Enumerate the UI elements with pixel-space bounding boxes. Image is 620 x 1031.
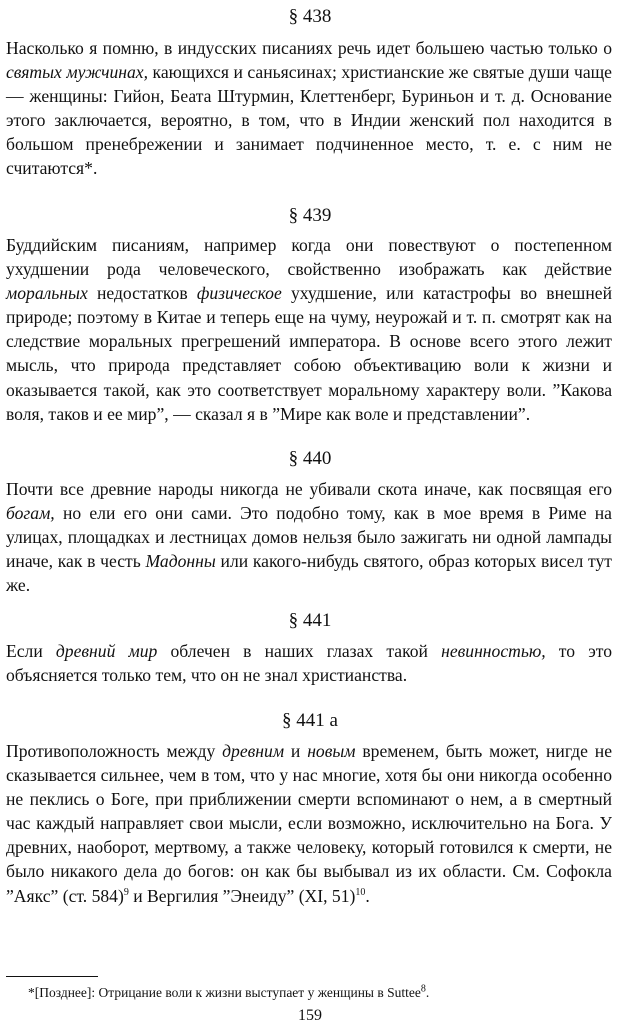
section-paragraph-440 bbox=[6, 477, 612, 597]
italic-text: святых мужчинах, bbox=[6, 62, 149, 83]
italic-text: древний мир bbox=[55, 641, 158, 661]
section-paragraph-441a bbox=[6, 739, 612, 908]
text-run: Насколько я помню, в индусских писаниях речь идет большею частью только о bbox=[6, 38, 612, 58]
text-run: кающихся и саньясинах; христианские же святые души чаще — женщины: Гийон, Беата Штурмин, Клеттенберг, Буриньон и т. д. Основание этого заключается, вероятно, в том, что в Индии женский пол находится в большом пренебрежении и занимает подчиненное место, т. е. с ним не считаются*. bbox=[6, 62, 612, 179]
text-run: и bbox=[284, 741, 308, 761]
section-heading-438: § 438 bbox=[288, 6, 332, 27]
text-run: ухудшение, или катастрофы во внешней природе; поэтому в Китае и теперь еще на чуму, неурожай и т. п. смотрят как на следствие моральных прегрешений императора. В основе всего этого лежит мысль, что природа представляет собою объективацию воли к жизни и оказывается такой, как это соответствует моральному характеру воли. ”Какова воля, таков и ее мир”, — сказал я в ”Мире как воле и представлении”. bbox=[6, 283, 612, 424]
italic-text: древним bbox=[222, 741, 285, 761]
text-run: Буддийским писаниям, например когда они повествуют о постепенном ухудшении рода человеческого, свойственно изображать как действие bbox=[6, 235, 612, 280]
text-run: или какого-нибудь святого, образ которых висел тут же. bbox=[6, 551, 612, 596]
text-run: недостатков bbox=[87, 283, 197, 304]
text-run: то это объясняется только тем, что он не знал христианства. bbox=[6, 641, 613, 686]
text-run: но ели его они сами. Это подобно тому, как в мое время в Риме на улицах, площадках и лестницах домов нельзя было зажигать ни одной лампады иначе, как в честь bbox=[6, 503, 612, 572]
text-run: Противоположность между bbox=[6, 741, 223, 761]
italic-text: Мадонны bbox=[145, 551, 216, 572]
italic-text: физическое bbox=[196, 283, 282, 304]
text-run: облечен в наших глазах такой bbox=[157, 641, 442, 661]
italic-text: богам, bbox=[6, 503, 55, 524]
text-run: . bbox=[425, 985, 430, 1000]
section-heading-440: § 440 bbox=[288, 448, 332, 469]
section-paragraph-441 bbox=[6, 639, 612, 687]
footnote-divider bbox=[6, 976, 98, 977]
section-heading-441: § 441 bbox=[288, 610, 332, 631]
section-heading-441a: § 441 а bbox=[282, 710, 338, 731]
note-reference: 8 bbox=[420, 983, 426, 995]
note-reference: 9 bbox=[123, 886, 129, 898]
footnote bbox=[28, 984, 608, 1002]
text-run: временем, быть может, нигде не сказывается сильнее, чем в том, что у нас многие, хотя бы они никогда особенно не пеклись о Боге, при приближении смерти вспоминают о нем, а в смертный час каждый направляет свои мысли, если возможно, исключительно на Бога. У древних, наоборот, мертвому, а также человеку, который готовился к смерти, не было никакого дела до богов: он как бы выбывал из их области. См. Софокла ”Аякс” (ст. 584) bbox=[6, 741, 612, 906]
text-run: . bbox=[365, 885, 370, 906]
text-run: Почти все древние народы никогда не убивали скота иначе, как посвящая его bbox=[6, 479, 612, 499]
section-paragraph-438 bbox=[6, 36, 612, 181]
text-run: *[Позднее]: Отрицание воли к жизни выступает у женщины в Suttee bbox=[28, 985, 421, 1000]
section-paragraph-439 bbox=[6, 233, 612, 426]
italic-text: новым bbox=[307, 741, 356, 761]
page-number: 159 bbox=[298, 1007, 322, 1024]
italic-text: моральных bbox=[6, 283, 88, 304]
text-run: Если bbox=[6, 641, 56, 661]
note-reference: 10 bbox=[355, 886, 366, 898]
text-run: и Вергилия ”Энеиду” (XI, 51) bbox=[128, 885, 356, 906]
italic-text: невинностью, bbox=[441, 641, 546, 661]
section-heading-439: § 439 bbox=[288, 205, 332, 226]
